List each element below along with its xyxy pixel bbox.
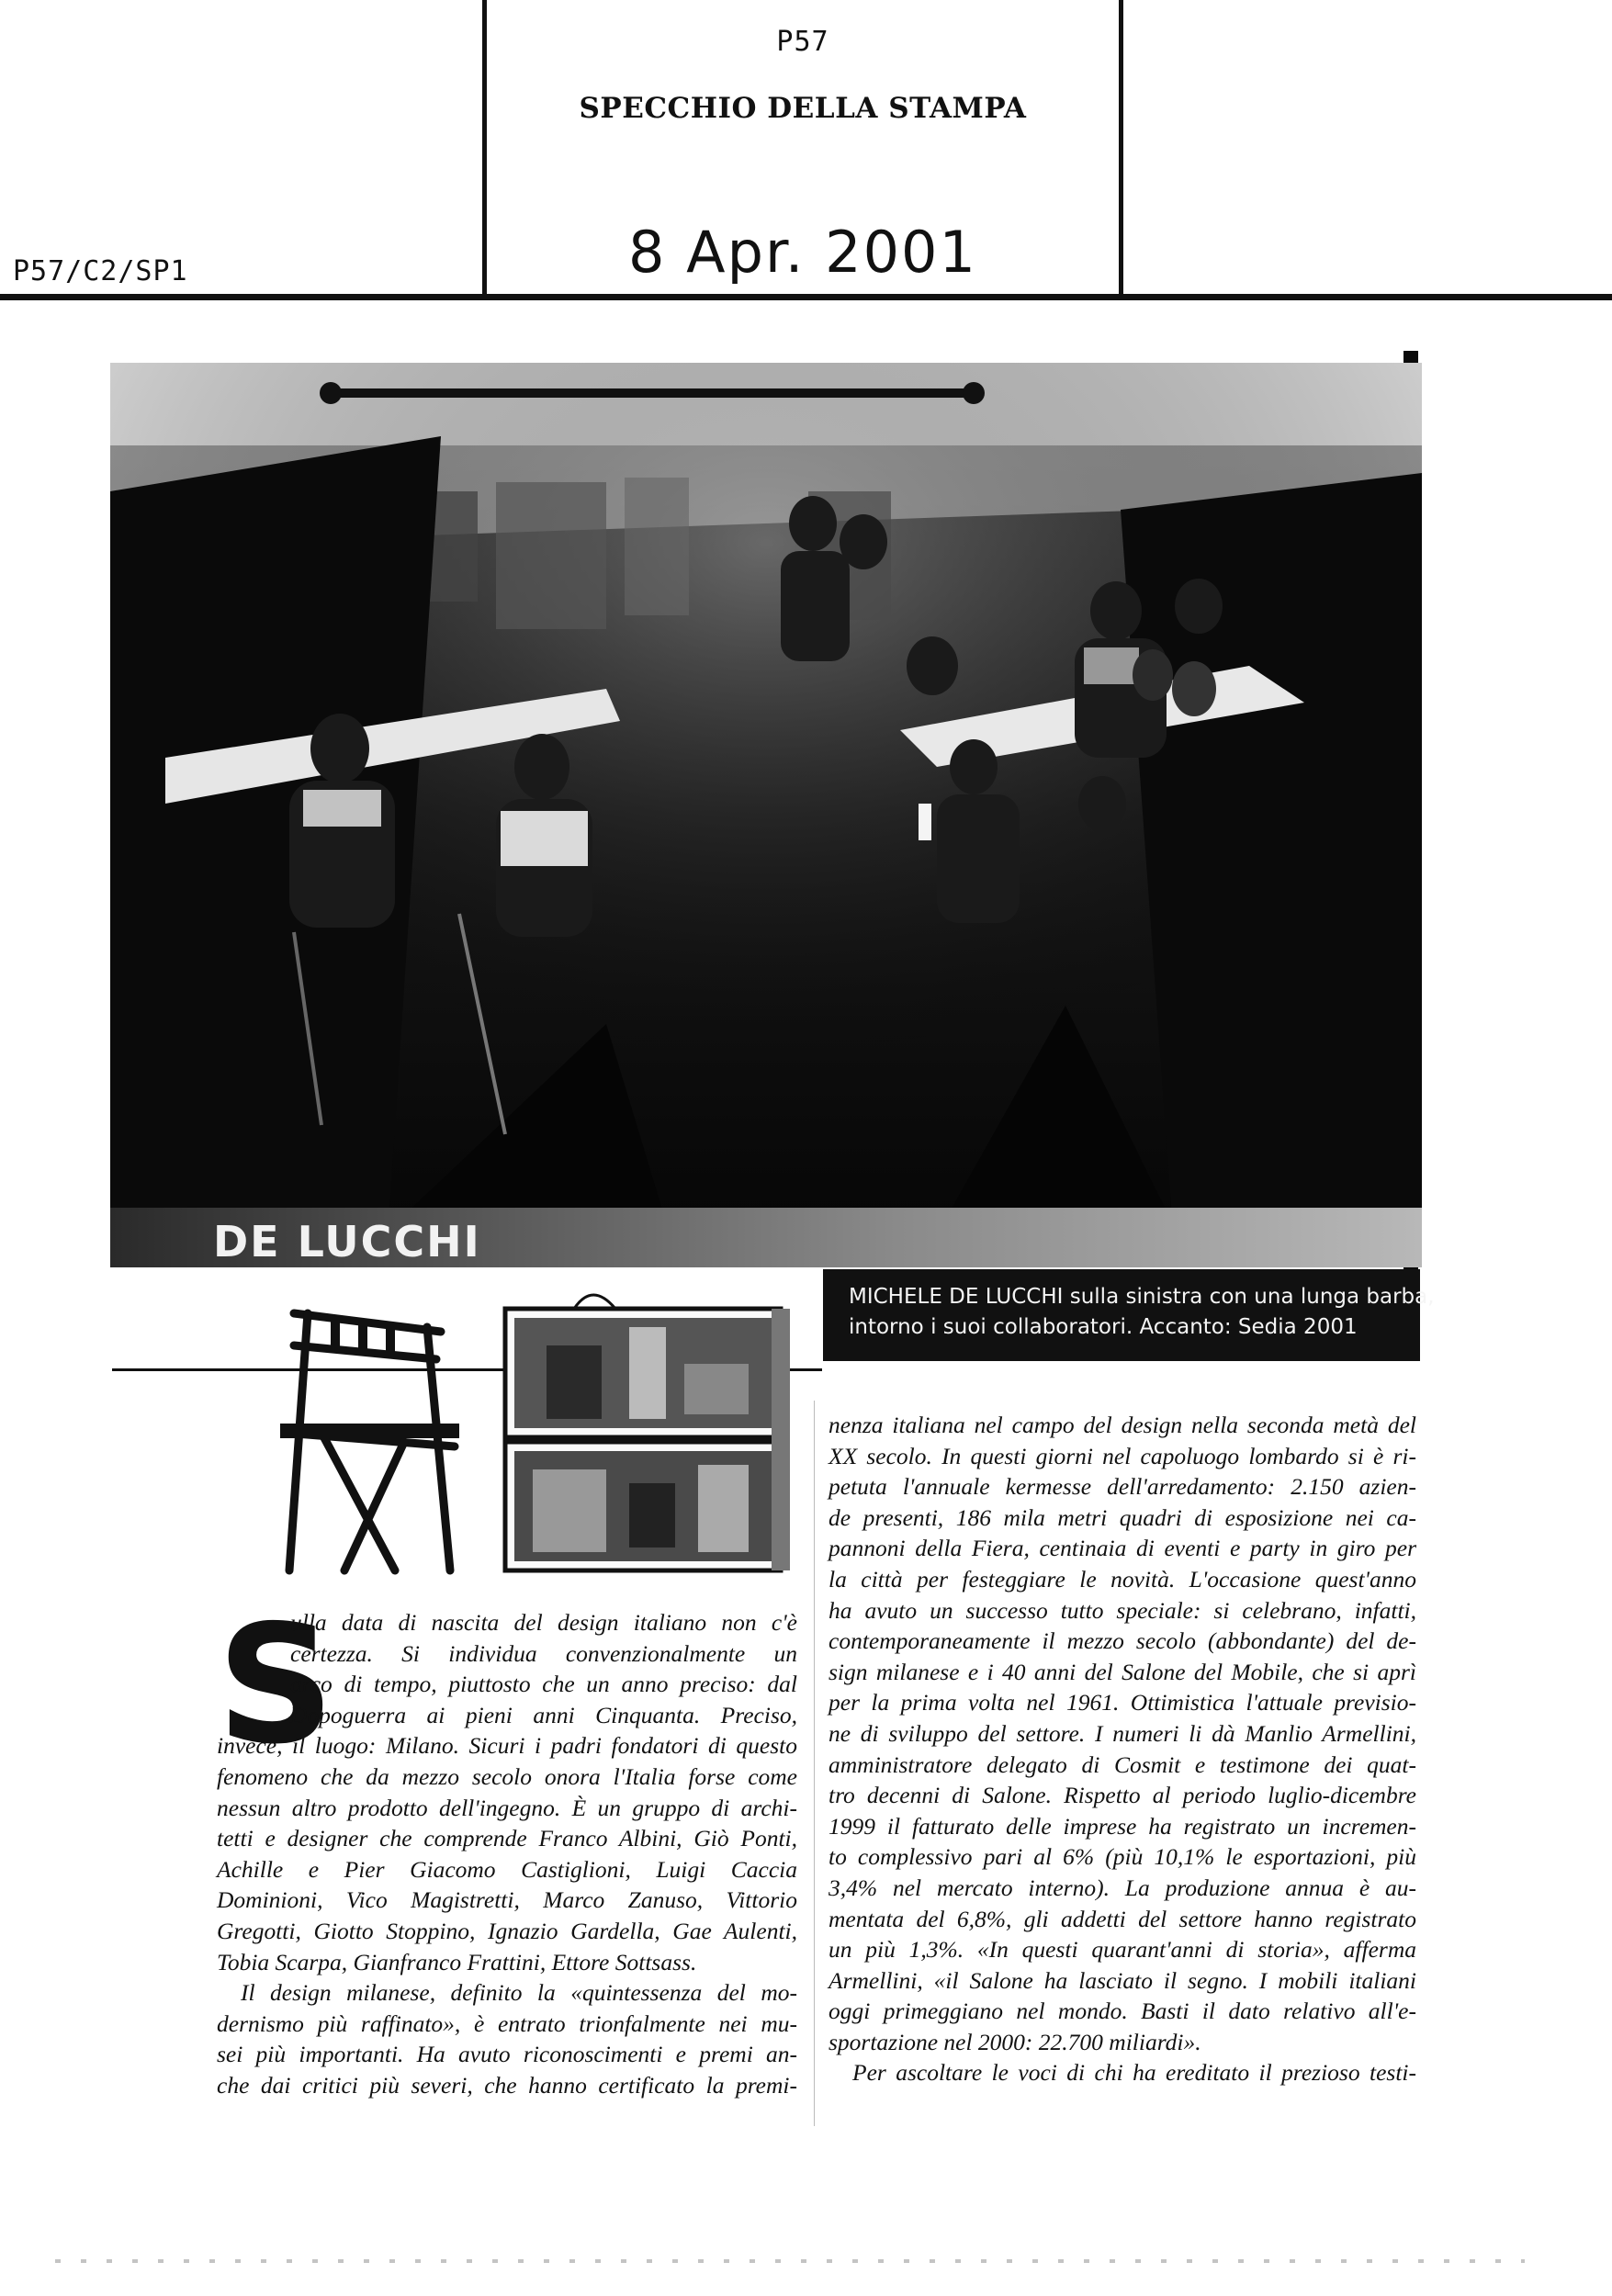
text-line: tro decenni di Salone. Rispetto al periodo luglio-dicembre: [829, 1782, 1416, 1809]
text-line: che dai critici più severi, che hanno certificato la premi-: [217, 2071, 797, 2099]
page-reference: P57: [776, 26, 829, 58]
text-line: sei più importanti. Ha avuto riconoscimenti e premi an-: [217, 2041, 797, 2068]
text-line: tetti e designer che comprende Franco Albini, Giò Ponti,: [217, 1825, 797, 1852]
text-line: contemporaneamente il mezzo secolo (abbondante) del de-: [829, 1627, 1416, 1655]
publication-name: SPECCHIO DELLA STAMPA: [579, 92, 1027, 125]
header-divider-right: [1119, 0, 1123, 296]
text-line: Il design milanese, definito la «quintessenza del mo-: [241, 1979, 797, 2007]
text-line: ha avuto un successo tutto speciale: si celebrano, infatti,: [829, 1596, 1416, 1624]
text-line: dernismo più raffinato», è entrato trionfalmente nei mu-: [217, 2009, 797, 2037]
text-line: Tobia Scarpa, Gianfranco Frattini, Ettore Sottsass.: [217, 1948, 697, 1975]
team-photo: [110, 363, 1422, 1267]
text-line: amministratore delegato di Cosmit e testimone dei quat-: [829, 1750, 1416, 1778]
caption-line: intorno i suoi collaboratori. Accanto: Sedia 2001: [849, 1315, 1358, 1339]
photo-caption: [823, 1269, 1435, 1361]
text-line: invece, il luogo: Milano. Sicuri i padri fondatori di questo: [217, 1732, 797, 1760]
text-line: 1999 il fatturato delle imprese ha registrato un incremen-: [829, 1812, 1416, 1840]
text-line: mentata del 6,8%, gli addetti del settore hanno registrato: [829, 1905, 1416, 1932]
scan-noise: [55, 2259, 1525, 2263]
text-line: pannoni della Fiera, centinaia di eventi e party in giro per: [829, 1535, 1416, 1562]
text-line: sportazione nel 2000: 22.700 miliardi».: [829, 2028, 1201, 2055]
text-line: petuta l'annuale kermesse dell'arredamento: 2.150 azien-: [829, 1473, 1416, 1501]
press-clipping-header: [0, 0, 1612, 303]
text-line: Gregotti, Giotto Stoppino, Ignazio Gardella, Gae Aulenti,: [217, 1917, 797, 1944]
text-line: Dopoguerra ai pieni anni Cinquanta. Preciso,: [290, 1701, 797, 1728]
photo-title: DE LUCCHI: [213, 1217, 481, 1266]
text-line: nessun altro prodotto dell'ingegno. È un gruppo di archi-: [217, 1794, 797, 1821]
text-line: XX secolo. In questi giorni nel capoluogo lombardo si è ri-: [829, 1442, 1416, 1469]
text-line: ulla data di nascita del design italiano non c'è: [290, 1609, 797, 1636]
text-line: fenomeno che da mezzo secolo onora l'Italia forse come: [217, 1762, 797, 1790]
text-line: sign milanese e i 40 anni del Salone del Mobile, che si aprì: [829, 1658, 1416, 1685]
text-line: la città per festeggiare le novità. L'occasione quest'anno: [829, 1565, 1416, 1593]
chair-photo: [257, 1295, 468, 1589]
article-column-right: [829, 1410, 1416, 2088]
text-line: un più 1,3%. «In questi quarant'anni di storia», afferma: [829, 1936, 1416, 1964]
column-separator: [814, 1401, 815, 2126]
text-line: oggi primeggiano nel mondo. Basti il dato relativo all'e-: [829, 1998, 1416, 2025]
text-line: nenza italiana nel campo del design nella seconda metà del: [829, 1412, 1416, 1438]
article-column-left: [217, 1590, 797, 2101]
text-line: Achille e Pier Giacomo Castiglioni, Luigi Caccia: [217, 1855, 797, 1883]
text-line: Armellini, «il Salone ha lasciato il segno. I mobili italiani: [829, 1966, 1416, 1994]
text-line: arco di tempo, piuttosto che un anno preciso: dal: [290, 1671, 797, 1698]
text-line: certezza. Si individua convenzionalmente un: [290, 1639, 797, 1667]
clipping-code: P57/C2/SP1: [13, 255, 188, 287]
drop-cap: S: [217, 1590, 335, 1780]
text-line: Per ascoltare le voci di chi ha ereditato il prezioso testi-: [852, 2059, 1416, 2087]
caption-line: MICHELE DE LUCCHI sulla sinistra con una lunga barba,: [849, 1285, 1435, 1309]
publication-date: 8 Apr. 2001: [628, 219, 977, 286]
text-line: 3,4% nel mercato interno). La produzione annua è au-: [829, 1874, 1416, 1901]
team-photo-illustration: [110, 363, 1422, 1267]
text-line: de presenti, 186 mila metri quadri di esposizione nei ca-: [829, 1503, 1416, 1531]
header-bottom-rule: [0, 294, 1612, 300]
text-line: ne di sviluppo del settore. I numeri li dà Manlio Armellini,: [829, 1719, 1416, 1747]
text-line: to complessivo pari al 6% (più 10,1% le esportazioni, più: [829, 1843, 1416, 1871]
cabinet-photo: [491, 1272, 795, 1575]
text-line: per la prima volta nel 1961. Ottimistica l'attuale previsio-: [829, 1689, 1416, 1716]
text-line: Dominioni, Vico Magistretti, Marco Zanuso, Vittorio: [217, 1886, 797, 1914]
